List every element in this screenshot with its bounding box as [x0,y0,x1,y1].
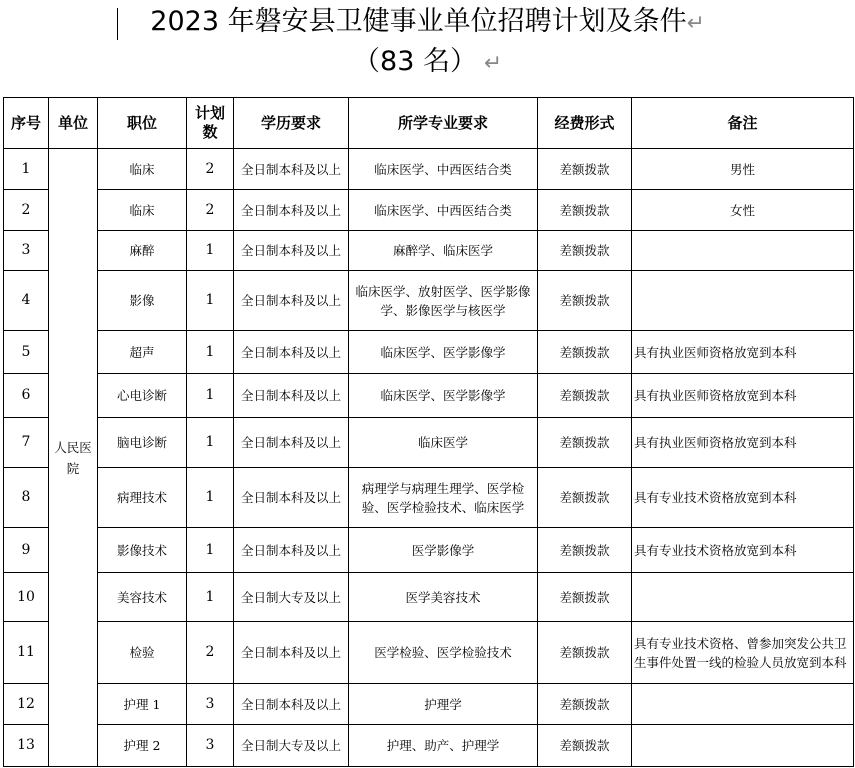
row-note [632,573,854,622]
row-note: 具有专业技术资格放宽到本科 [632,468,854,528]
row-funding: 差额拨款 [538,725,632,767]
row-major: 临床医学、中西医结合类 [349,149,538,190]
row-funding: 差额拨款 [538,418,632,468]
row-count: 1 [187,418,234,468]
row-position: 检验 [98,622,187,684]
row-education: 全日制本科及以上 [234,271,349,331]
row-note [632,271,854,331]
row-count: 1 [187,573,234,622]
document-subtitle [0,46,855,80]
table-row [4,684,854,725]
table-row [4,231,854,271]
row-position: 护理 2 [98,725,187,767]
header-count: 计划数 [187,98,234,149]
row-count: 1 [187,231,234,271]
table-row [4,374,854,418]
row-funding: 差额拨款 [538,573,632,622]
header-position: 职位 [98,98,187,149]
header-education: 学历要求 [234,98,349,149]
row-position: 护理 1 [98,684,187,725]
row-count: 3 [187,725,234,767]
row-major: 医学检验、医学检验技术 [349,622,538,684]
row-funding: 差额拨款 [538,622,632,684]
row-funding: 差额拨款 [538,468,632,528]
row-note [632,725,854,767]
row-count: 2 [187,190,234,231]
row-major: 临床医学、放射医学、医学影像学、影像医学与核医学 [349,271,538,331]
row-note: 女性 [632,190,854,231]
row-seq: 13 [4,725,49,767]
row-funding: 差额拨款 [538,374,632,418]
row-funding: 差额拨款 [538,271,632,331]
row-major: 护理、助产、护理学 [349,725,538,767]
paragraph-mark-icon: ↵ [686,11,705,36]
row-seq: 11 [4,622,49,684]
row-count: 2 [187,622,234,684]
row-funding: 差额拨款 [538,231,632,271]
row-seq: 1 [4,149,49,190]
row-note: 男性 [632,149,854,190]
row-note [632,231,854,271]
row-major: 临床医学、医学影像学 [349,374,538,418]
row-count: 1 [187,468,234,528]
row-count: 3 [187,684,234,725]
row-position: 影像技术 [98,528,187,573]
table-row [4,331,854,374]
row-major: 临床医学 [349,418,538,468]
row-position: 脑电诊断 [98,418,187,468]
row-education: 全日制本科及以上 [234,468,349,528]
row-position: 超声 [98,331,187,374]
row-note: 具有专业技术资格放宽到本科 [632,528,854,573]
row-count: 2 [187,149,234,190]
header-funding: 经费形式 [538,98,632,149]
row-seq: 6 [4,374,49,418]
row-funding: 差额拨款 [538,331,632,374]
row-seq: 2 [4,190,49,231]
table-row [4,149,854,190]
row-seq: 7 [4,418,49,468]
header-note: 备注 [632,98,854,149]
row-major: 病理学与病理生理学、医学检验、医学检验技术、临床医学 [349,468,538,528]
row-position: 心电诊断 [98,374,187,418]
row-funding: 差额拨款 [538,190,632,231]
row-note: 具有执业医师资格放宽到本科 [632,418,854,468]
table-body [4,149,854,767]
row-count: 1 [187,374,234,418]
table-row [4,271,854,331]
row-education: 全日制本科及以上 [234,374,349,418]
row-note: 具有执业医师资格放宽到本科 [632,374,854,418]
row-count: 1 [187,271,234,331]
table-row [4,418,854,468]
unit-cell: 人民医院 [49,149,98,767]
row-seq: 12 [4,684,49,725]
title-line-1: 2023 年磐安县卫健事业单位招聘计划及条件 [150,6,687,37]
row-note: 具有专业技术资格、曾参加突发公共卫生事件处置一线的检验人员放宽到本科 [632,622,854,684]
row-major: 医学美容技术 [349,573,538,622]
header-unit: 单位 [49,98,98,149]
row-position: 病理技术 [98,468,187,528]
table-row [4,190,854,231]
header-major: 所学专业要求 [349,98,538,149]
row-seq: 9 [4,528,49,573]
row-count: 1 [187,528,234,573]
row-seq: 3 [4,231,49,271]
row-education: 全日制本科及以上 [234,231,349,271]
row-education: 全日制本科及以上 [234,331,349,374]
row-major: 医学影像学 [349,528,538,573]
row-education: 全日制大专及以上 [234,725,349,767]
row-education: 全日制本科及以上 [234,622,349,684]
row-position: 美容技术 [98,573,187,622]
document-title [0,6,855,40]
row-position: 麻醉 [98,231,187,271]
row-seq: 5 [4,331,49,374]
row-funding: 差额拨款 [538,528,632,573]
row-education: 全日制大专及以上 [234,573,349,622]
row-major: 临床医学、医学影像学 [349,331,538,374]
row-major: 护理学 [349,684,538,725]
row-education: 全日制本科及以上 [234,149,349,190]
row-position: 影像 [98,271,187,331]
row-seq: 8 [4,468,49,528]
row-funding: 差额拨款 [538,149,632,190]
table-row [4,573,854,622]
row-note [632,684,854,725]
table-row [4,528,854,573]
table-row [4,468,854,528]
row-position: 临床 [98,149,187,190]
row-seq: 10 [4,573,49,622]
row-education: 全日制本科及以上 [234,684,349,725]
row-major: 麻醉学、临床医学 [349,231,538,271]
paragraph-mark-icon: ↵ [476,51,502,76]
row-education: 全日制本科及以上 [234,528,349,573]
table-header-row [4,98,854,149]
row-note: 具有执业医师资格放宽到本科 [632,331,854,374]
row-major: 临床医学、中西医结合类 [349,190,538,231]
title-line-2: （83 名） [353,46,477,77]
header-seq: 序号 [4,98,49,149]
row-education: 全日制本科及以上 [234,190,349,231]
recruitment-table [3,97,854,767]
row-position: 临床 [98,190,187,231]
row-education: 全日制本科及以上 [234,418,349,468]
table-row [4,725,854,767]
table-row [4,622,854,684]
row-funding: 差额拨款 [538,684,632,725]
row-seq: 4 [4,271,49,331]
row-count: 1 [187,331,234,374]
